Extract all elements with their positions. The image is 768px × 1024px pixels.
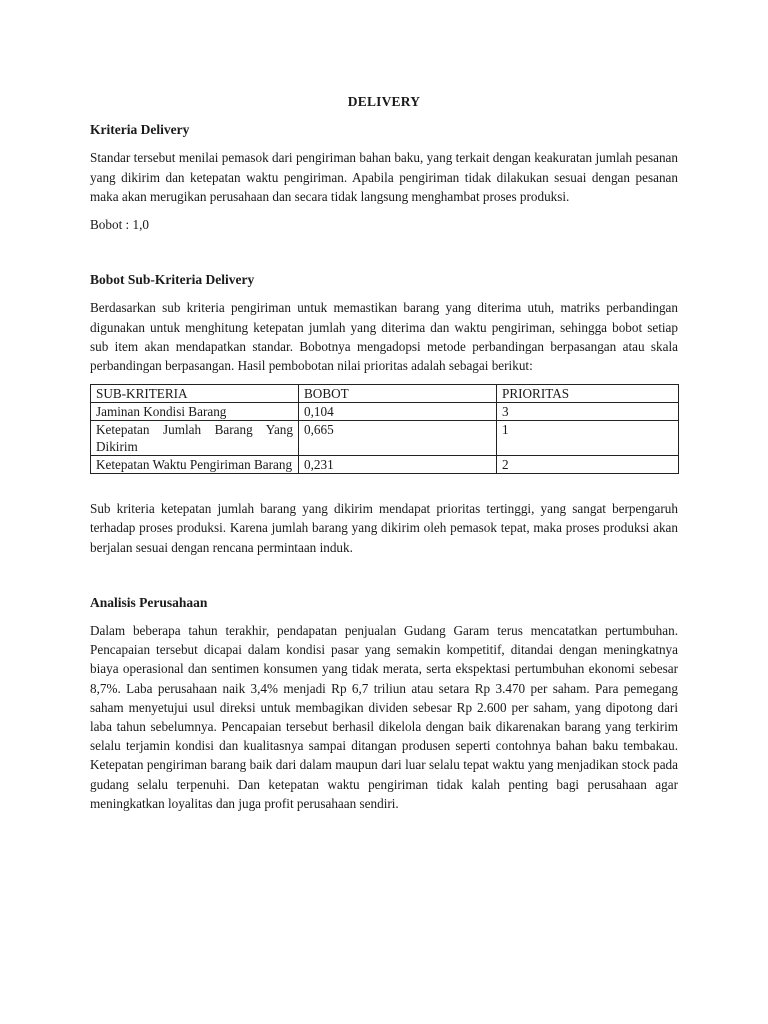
sub-kriteria-table bbox=[90, 384, 679, 474]
paragraph-analisis-perusahaan: Dalam beberapa tahun terakhir, pendapatan penjualan Gudang Garam terus mencatatkan pertumbuhan. Pencapaian tersebut dicapai dalam kondisi pasar yang semakin kompetitif, ditandai dengan meningkatnya biaya operasional dan sentimen konsumen yang tidak merata, serta ekspektasi pertumbuhan ekonomi sebesar 8,7%. Laba perusahaan naik 3,4% menjadi Rp 6,7 triliun atau setara Rp 3.470 per saham. Para pemegang saham menyetujui usul direksi untuk membagikan dividen sebesar Rp 2.600 per saham, yang dipotong dari laba tahun sebelumnya. Pencapaian tersebut berhasil dikelola dengan baik dikarenakan barang yang terkirim selalu terjamin kondisi dan kualitasnya sampai ditangan produsen seperti contohnya bahan baku tembakau. Ketepatan pengiriman barang baik dari dalam maupun dari luar selalu tepat waktu yang menjadikan stock pada gudang selalu terpenuhi. Dan ketepatan waktu pengiriman tidak kalah penting bagi perusahaan agar meningkatkan loyalitas dan juga profit perusahaan sendiri. bbox=[90, 623, 678, 811]
table-cell: 3 bbox=[497, 403, 679, 421]
section-heading-analisis-perusahaan: Analisis Perusahaan bbox=[90, 594, 208, 610]
table-header-cell: BOBOT bbox=[299, 385, 497, 403]
table-cell: Ketepatan Waktu Pengiriman Barang bbox=[91, 456, 299, 474]
section-heading-bobot-sub-kriteria: Bobot Sub-Kriteria Delivery bbox=[90, 272, 255, 288]
table-cell: 1 bbox=[497, 421, 679, 456]
section-heading-kriteria-delivery: Kriteria Delivery bbox=[90, 122, 190, 138]
table-cell: 0,231 bbox=[299, 456, 497, 474]
table-header-cell: PRIORITAS bbox=[497, 385, 679, 403]
paragraph-kriteria-delivery: Standar tersebut menilai pemasok dari pengiriman bahan baku, yang terkait dengan keakuratan jumlah pesanan yang dikirim dan ketepatan waktu pengiriman. Apabila pengiriman tidak dilakukan sesuai dengan pesanan maka akan merugikan perusahaan dan secara tidak langsung menghambat proses produksi. bbox=[90, 150, 678, 204]
document-title: DELIVERY bbox=[347, 94, 421, 109]
paragraph-summary: Sub kriteria ketepatan jumlah barang yang dikirim mendapat prioritas tertinggi, yang sangat berpengaruh terhadap proses produksi. Karena jumlah barang yang dikirim oleh pemasok tepat, maka proses produksi akan berjalan sesuai dengan rencana permintaan induk. bbox=[90, 501, 678, 555]
table-cell: Jaminan Kondisi Barang bbox=[91, 403, 299, 421]
bobot-value: Bobot : 1,0 bbox=[90, 217, 149, 233]
table-header-row bbox=[91, 385, 679, 403]
paragraph-bobot-sub-kriteria: Berdasarkan sub kriteria pengiriman untuk memastikan barang yang diterima utuh, matriks perbandingan digunakan untuk menghitung ketepatan jumlah yang diterima dan waktu pengiriman, sehingga bobot setiap sub item akan mendapatkan standar. Bobotnya mengadopsi metode perbandingan berpasangan atau skala perbandingan berpasangan. Hasil pembobotan nilai prioritas adalah sebagai berikut: bbox=[90, 300, 678, 374]
document-page bbox=[90, 92, 678, 822]
table-row bbox=[91, 456, 679, 474]
table-header-cell: SUB-KRITERIA bbox=[91, 385, 299, 403]
table-cell: 0,665 bbox=[299, 421, 497, 456]
table-cell: Ketepatan Jumlah Barang Yang Dikirim bbox=[91, 421, 299, 456]
table-cell: 0,104 bbox=[299, 403, 497, 421]
table-row bbox=[91, 421, 679, 456]
table-row bbox=[91, 403, 679, 421]
table-cell: 2 bbox=[497, 456, 679, 474]
